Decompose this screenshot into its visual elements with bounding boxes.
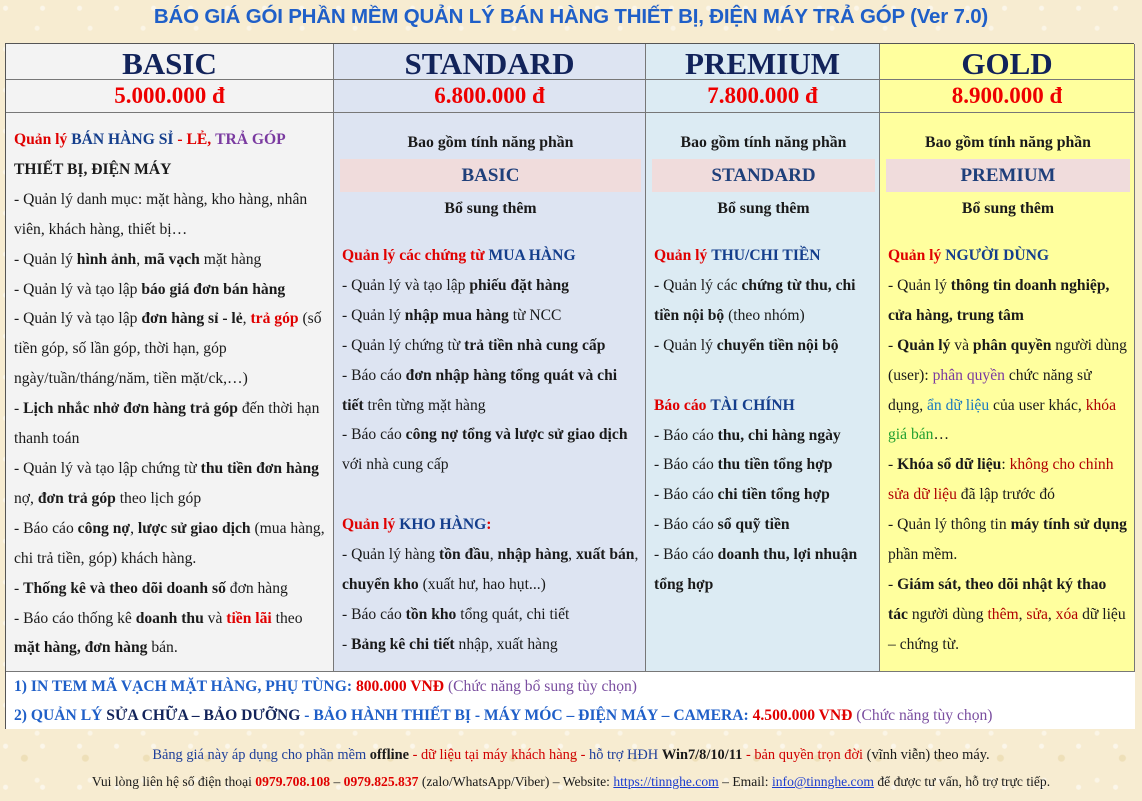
plan-name: PREMIUM bbox=[646, 44, 879, 80]
optional-addons bbox=[6, 671, 1135, 729]
feature-heading: Quản lý THU/CHI TIỀN bbox=[654, 247, 821, 264]
feature-line: - Báo cáo công nợ, lược sử giao dịch (mua hàng, chi trả tiền, góp) khách hàng. bbox=[14, 519, 325, 567]
feature-line: - Báo cáo đơn nhập hàng tổng quát và chi tiết trên từng mặt hàng bbox=[342, 366, 618, 414]
feature-line: - Quản lý hàng tồn đầu, nhập hàng, xuất bán, chuyển kho (xuất hư, hao hụt...) bbox=[342, 546, 639, 594]
feature-line: - Báo cáo công nợ tổng và lược sử giao dịch với nhà cung cấp bbox=[342, 426, 628, 474]
plan-column-gold bbox=[880, 44, 1135, 671]
feature-line: - Quản lý và tạo lập phiếu đặt hàng bbox=[342, 276, 569, 294]
plan-price: 8.900.000 đ bbox=[880, 80, 1134, 113]
feature-line: - Báo cáo thu tiền tổng hợp bbox=[654, 456, 833, 474]
plan-price: 6.800.000 đ bbox=[334, 80, 645, 113]
plan-price: 5.000.000 đ bbox=[6, 80, 333, 113]
addon-label: Bổ sung thêm bbox=[444, 200, 537, 217]
addon-repair: 2) QUẢN LÝ SỬA CHỮA – BẢO DƯỠNG - BẢO HÀNH THIẾT BỊ - MÁY MÓC – ĐIỆN MÁY – CAMERA: 4.500.000 VNĐ (Chức năng tùy chọn) bbox=[14, 707, 993, 724]
plan-name: GOLD bbox=[880, 44, 1134, 80]
feature-line: - Quản lý và tạo lập chứng từ thu tiền đơn hàng nợ, đơn trả góp theo lịch góp bbox=[14, 459, 319, 507]
included-plan-badge: PREMIUM bbox=[886, 159, 1130, 192]
phone-1: 0979.708.108 bbox=[255, 774, 331, 789]
addon-label: Bổ sung thêm bbox=[717, 200, 810, 217]
pricing-table bbox=[5, 43, 1134, 729]
included-plan-badge: STANDARD bbox=[652, 159, 875, 192]
plan-column-standard bbox=[334, 44, 646, 671]
feature-line: - Quản lý hình ảnh, mã vạch mặt hàng bbox=[14, 250, 262, 268]
feature-line: - Quản lý và tạo lập báo giá đơn bán hàng bbox=[14, 280, 286, 298]
feature-line: - Báo cáo thu, chi hàng ngày bbox=[654, 426, 841, 444]
feature-line: - Quản lý nhập mua hàng từ NCC bbox=[342, 306, 562, 324]
plan-column-basic bbox=[6, 44, 334, 671]
plan-price: 7.800.000 đ bbox=[646, 80, 879, 113]
plan-features bbox=[6, 113, 333, 663]
includes-label: Bao gồm tính năng phần bbox=[680, 134, 847, 151]
plan-features bbox=[334, 113, 645, 660]
feature-line: - Báo cáo doanh thu, lợi nhuận tổng hợp bbox=[654, 546, 858, 594]
page-title: BÁO GIÁ GÓI PHẦN MỀM QUẢN LÝ BÁN HÀNG THIẾT BỊ, ĐIỆN MÁY TRẢ GÓP (Ver 7.0) bbox=[153, 5, 989, 28]
feature-line: - Báo cáo thống kê doanh thu và tiền lãi theo mặt hàng, đơn hàng bán. bbox=[14, 609, 303, 657]
feature-line: - Quản lý các chứng từ thu, chi tiền nội bộ (theo nhóm) bbox=[654, 276, 856, 324]
contact-note: Vui lòng liên hệ số điện thoại 0979.708.108 – 0979.825.837 (zalo/WhatsApp/Viber) – Website: https://tinnghe.com – Email: info@tinnghe.com để được tư vấn, hỗ trợ trực tiếp. bbox=[91, 774, 1051, 789]
feature-line: - Thống kê và theo dõi doanh số đơn hàng bbox=[14, 579, 288, 597]
feature-line: - Quản lý và tạo lập đơn hàng sỉ - lẻ, trả góp (số tiền góp, số lần góp, thời hạn, góp ngày/tuần/tháng/năm, tiền mặt/ck,…) bbox=[14, 310, 322, 388]
includes-label: Bao gồm tính năng phần bbox=[925, 134, 1091, 151]
feature-line: Quản lý BÁN HÀNG SỈ - LẺ, TRẢ GÓP bbox=[14, 131, 286, 148]
feature-line: - Khóa sổ dữ liệu: không cho chỉnh sửa dữ liệu đã lập trước đó bbox=[888, 456, 1114, 504]
feature-line: - Lịch nhắc nhở đơn hàng trả góp đến thời hạn thanh toán bbox=[14, 400, 320, 448]
feature-line: - Quản lý thông tin doanh nghiệp, cửa hàng, trung tâm bbox=[888, 276, 1110, 324]
phone-2: 0979.825.837 bbox=[343, 774, 419, 789]
feature-line: - Quản lý danh mục: mặt hàng, kho hàng, nhân viên, khách hàng, thiết bị… bbox=[14, 190, 308, 238]
plan-name: BASIC bbox=[6, 44, 333, 80]
feature-line: - Quản lý thông tin máy tính sử dụng phần mềm. bbox=[888, 516, 1127, 564]
license-note: Bảng giá này áp dụng cho phần mềm offline - dữ liệu tại máy khách hàng - hỗ trợ HĐH Win7/8/10/11 - bản quyền trọn đời (vĩnh viễn) theo máy. bbox=[152, 747, 990, 763]
feature-heading: Báo cáo TÀI CHÍNH bbox=[654, 396, 795, 414]
feature-heading: Quản lý NGƯỜI DÙNG bbox=[888, 247, 1050, 264]
plan-features bbox=[646, 113, 879, 600]
plan-name: STANDARD bbox=[334, 44, 645, 80]
feature-line: - Báo cáo tồn kho tổng quát, chi tiết bbox=[342, 605, 570, 623]
email-link[interactable]: info@tinnghe.com bbox=[771, 774, 874, 789]
addon-label: Bổ sung thêm bbox=[961, 200, 1055, 217]
feature-line: - Quản lý và phân quyền người dùng (user): phân quyền chức năng sử dụng, ẩn dữ liệu của user khác, khóa giá bán… bbox=[888, 336, 1127, 444]
feature-line: - Báo cáo chi tiền tổng hợp bbox=[654, 486, 830, 504]
included-plan-badge: BASIC bbox=[340, 159, 641, 192]
addon-barcode: 1) IN TEM MÃ VẠCH MẶT HÀNG, PHỤ TÙNG: 800.000 VNĐ (Chức năng bổ sung tùy chọn) bbox=[14, 678, 637, 695]
plan-features bbox=[880, 113, 1134, 660]
feature-heading: Quản lý các chứng từ MUA HÀNG bbox=[342, 247, 576, 264]
feature-line: - Quản lý chuyển tiền nội bộ bbox=[654, 336, 839, 354]
website-link[interactable]: https://tinnghe.com bbox=[613, 774, 719, 789]
feature-line: - Bảng kê chi tiết nhập, xuất hàng bbox=[342, 635, 558, 653]
feature-line: - Báo cáo sổ quỹ tiền bbox=[654, 516, 790, 534]
feature-line: - Giám sát, theo dõi nhật ký thao tác người dùng thêm, sửa, xóa dữ liệu – chứng từ. bbox=[888, 575, 1126, 653]
includes-label: Bao gồm tính năng phần bbox=[407, 134, 574, 151]
feature-line: - Quản lý chứng từ trả tiền nhà cung cấp bbox=[342, 336, 606, 354]
plan-column-premium bbox=[646, 44, 880, 671]
feature-line: THIẾT BỊ, ĐIỆN MÁY bbox=[14, 160, 172, 178]
feature-heading: Quản lý KHO HÀNG: bbox=[342, 516, 492, 534]
